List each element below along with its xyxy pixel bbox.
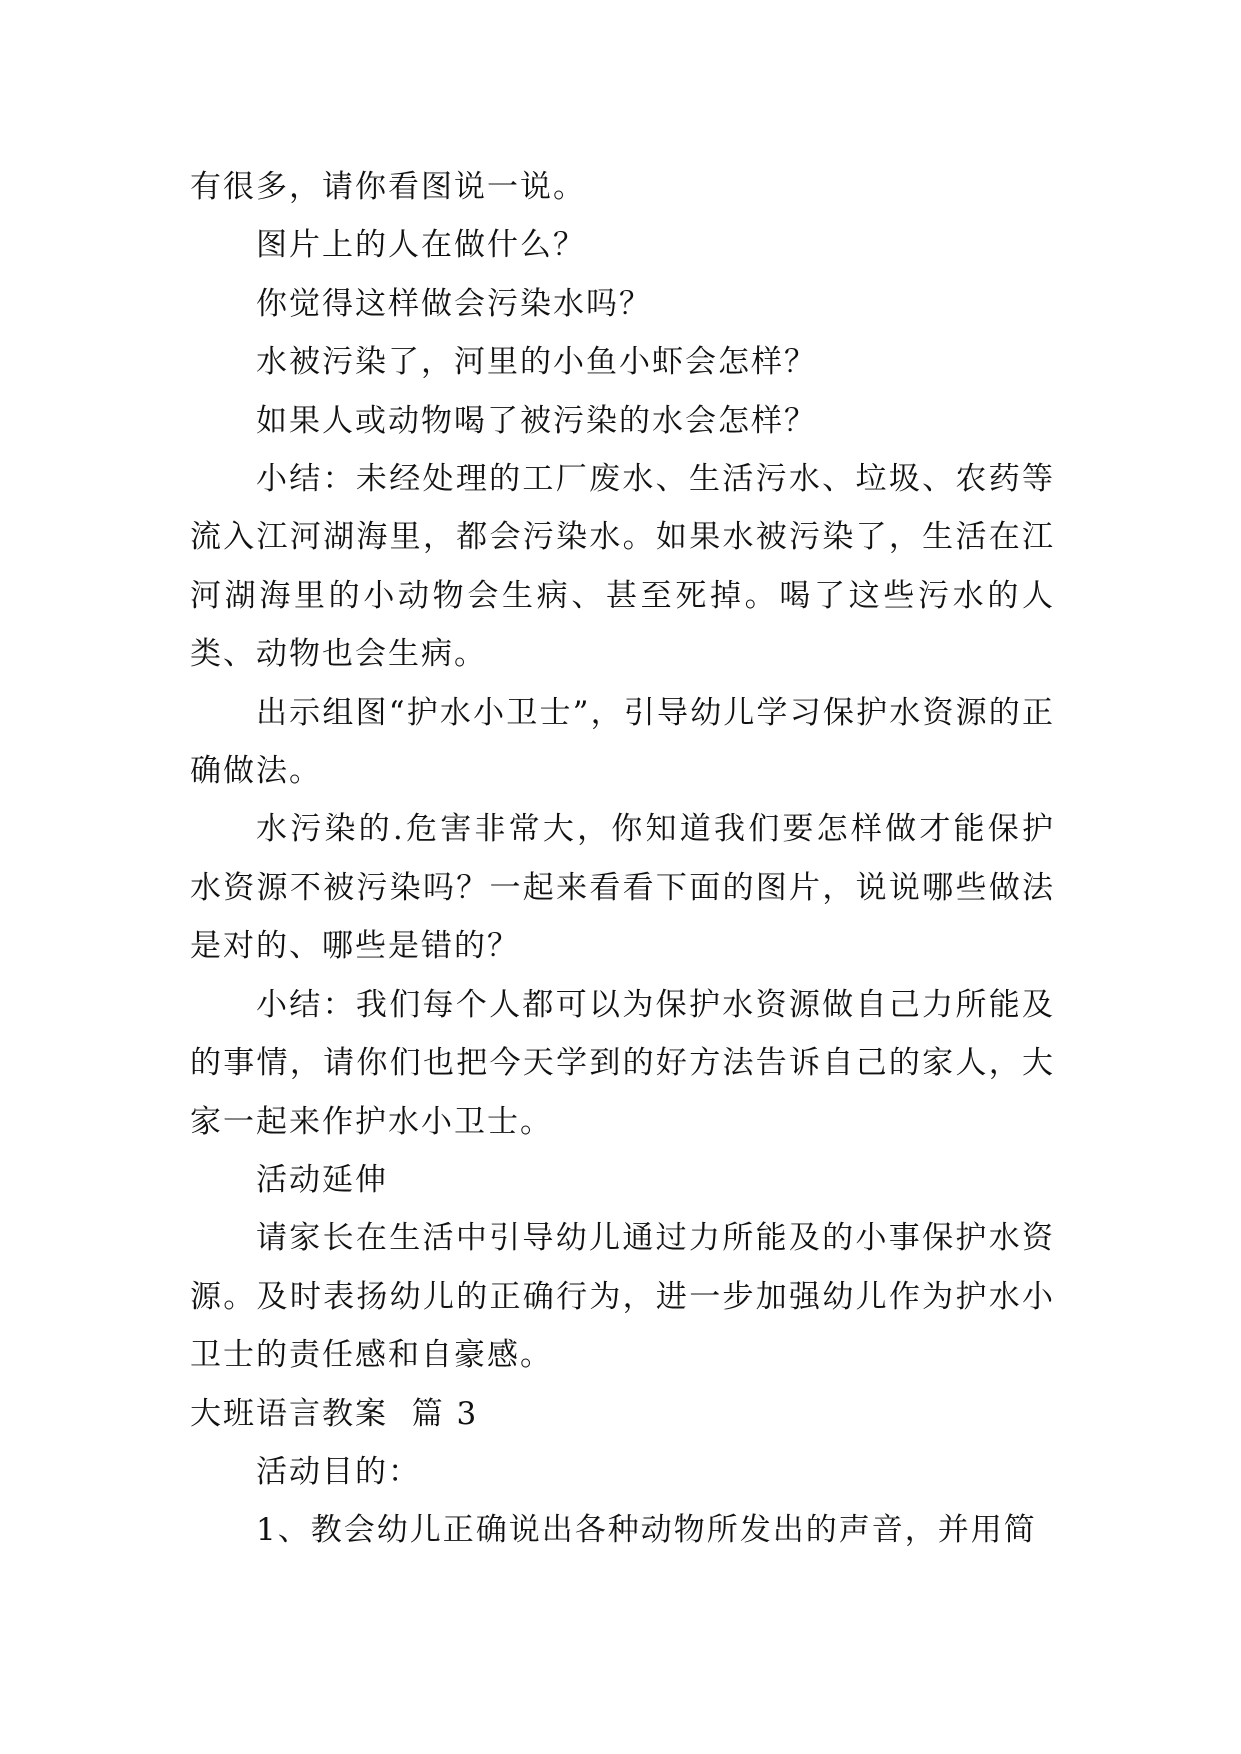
paragraph: 水污染的.危害非常大，你知道我们要怎样做才能保护水资源不被污染吗？一起来看看下面的图片，说说哪些做法是对的、哪些是错的？ <box>190 811 1055 965</box>
subheading: 活动延伸 <box>256 1161 388 1198</box>
paragraph: 出示组图“护水小卫士”，引导幼儿学习保护水资源的正确做法。 <box>190 694 1055 790</box>
paragraph: 有很多，请你看图说一说。 <box>190 169 586 205</box>
paragraph: 请家长在生活中引导幼儿通过力所能及的小事保护水资源。及时表扬幼儿的正确行为，进一步加强幼儿作为护水小卫士的责任感和自豪感。 <box>190 1220 1055 1374</box>
paragraph: 活动目的： <box>256 1453 421 1490</box>
section-heading: 大班语言教案 篇 3 <box>190 1395 479 1432</box>
summary-paragraph: 小结：未经处理的工厂废水、生活污水、垃圾、农药等流入江河湖海里，都会污染水。如果水被污染了，生活在江河湖海里的小动物会生病、甚至死掉。喝了这些污水的人类、动物也会生病。 <box>190 461 1055 673</box>
summary-paragraph: 小结：我们每个人都可以为保护水资源做自己力所能及的事情，请你们也把今天学到的好方法告诉自己的家人，大家一起来作护水小卫士。 <box>190 986 1055 1140</box>
paragraph: 图片上的人在做什么？ <box>256 227 586 264</box>
paragraph: 1、教会幼儿正确说出各种动物所发出的声音，并用简 <box>256 1512 1037 1549</box>
document-body <box>190 158 1055 1560</box>
paragraph: 如果人或动物喝了被污染的水会怎样？ <box>256 402 817 439</box>
paragraph: 水被污染了，河里的小鱼小虾会怎样？ <box>256 344 817 381</box>
paragraph: 你觉得这样做会污染水吗？ <box>256 285 652 322</box>
